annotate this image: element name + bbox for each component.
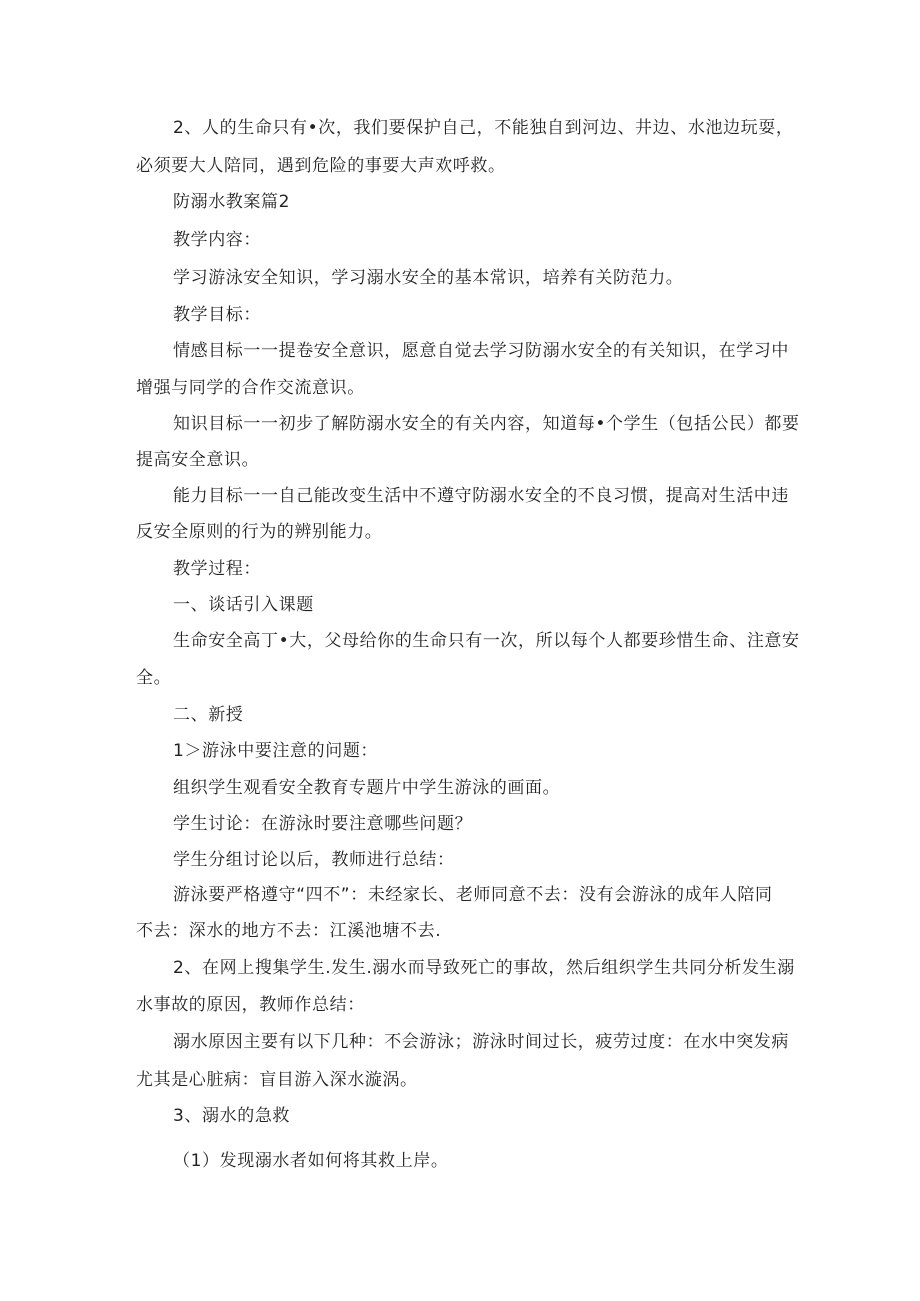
paragraph-line: 能力目标一一自己能改变生活中不遵守防溺水安全的不良习惯，提高对生活中违 — [173, 486, 789, 506]
paragraph-line: （1）发现溺水者如何将其救上岸。 — [173, 1151, 449, 1171]
paragraph-line: 教学目标： — [173, 305, 261, 325]
paragraph-line: 知识目标一一初步了解防溺水安全的有关内容，知道每•个学生（包括公民）都要 — [173, 414, 800, 434]
paragraph-line: 增强与同学的合作交流意识。 — [136, 378, 365, 398]
section-heading: 防溺水教案篇2 — [173, 192, 291, 212]
paragraph-line: 游泳要严格遵守“四不”：未经家长、老师同意不去：没有会游泳的成年人陪同 — [173, 885, 773, 905]
paragraph-line: 不去：深水的地方不去：江溪池塘不去. — [136, 921, 442, 941]
paragraph-line: 学生讨论：在游泳时要注意哪些问题？ — [173, 814, 473, 834]
paragraph-line: 1＞游泳中要注意的问题： — [173, 741, 379, 761]
paragraph-line: 学习游泳安全知识，学习溺水安全的基本常识，培养有关防范力。 — [173, 268, 684, 288]
paragraph-line: 一、谈话引入课题 — [173, 595, 314, 615]
paragraph-line: 组织学生观看安全教育专题片中学生游泳的画面。 — [173, 778, 561, 798]
paragraph-line: 情感目标一一提卷安全意识，愿意自觉去学习防溺水安全的有关知识，在学习中 — [173, 341, 789, 361]
paragraph-line: 二、新授 — [173, 705, 244, 725]
paragraph-line: 生命安全高丁•大，父母给你的生命只有一次，所以每个人都要珍惜生命、注意安 — [173, 631, 800, 651]
paragraph-line: 教学内容： — [173, 230, 261, 250]
paragraph-line: 水事故的原因，教师作总结： — [136, 995, 365, 1015]
paragraph-line: 3、溺水的急救 — [173, 1106, 291, 1126]
paragraph-line: 提高安全意识。 — [136, 450, 260, 470]
paragraph-line: 2、人的生命只有•次，我们要保护自己，不能独自到河边、井边、水池边玩耍， — [173, 118, 794, 138]
paragraph-line: 2、在网上搜集学生.发生.溺水而导致死亡的事故，然后组织学生共同分析发生溺 — [173, 958, 795, 978]
paragraph-line: 反安全原则的行为的辨别能力。 — [136, 522, 383, 542]
paragraph-line: 全。 — [136, 668, 172, 688]
paragraph-line: 溺水原因主要有以下几种：不会游泳；游泳时间过长，疲劳过度：在水中突发病 — [173, 1032, 789, 1052]
paragraph-line: 尤其是心脏病：盲目游入深水漩涡。 — [136, 1070, 418, 1090]
paragraph-line: 学生分组讨论以后，教师进行总结： — [173, 850, 455, 870]
paragraph-line: 教学过程： — [173, 559, 261, 579]
paragraph-line: 必须要大人陪同，遇到危险的事要大声欢呼救。 — [136, 156, 506, 176]
